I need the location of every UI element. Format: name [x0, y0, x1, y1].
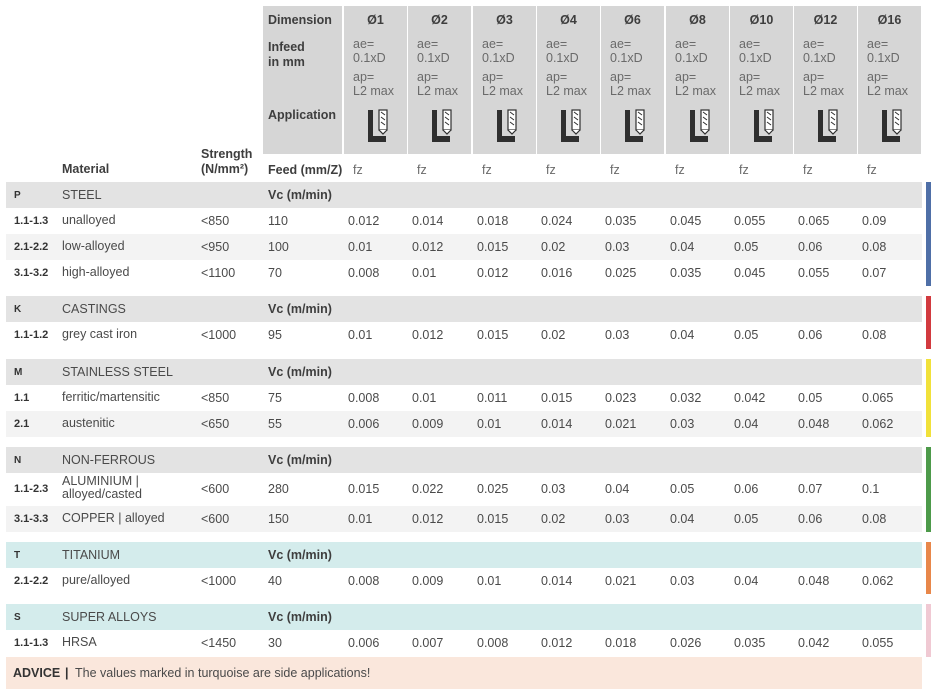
feed-value: 0.025 [605, 266, 637, 280]
material-name: HRSA [62, 635, 97, 649]
feed-value: 0.012 [412, 240, 444, 254]
ae-value: ae= 0.1xD [353, 37, 386, 65]
ae-value: ae= 0.1xD [610, 37, 643, 65]
ap-value: ap= L2 max [675, 70, 716, 98]
vc-value: 280 [268, 482, 289, 496]
feed-value: 0.045 [734, 266, 766, 280]
fz-label: fz [353, 163, 363, 177]
feed-value: 0.021 [605, 574, 637, 588]
feed-value: 0.035 [734, 636, 766, 650]
feed-value: 0.1 [862, 482, 880, 496]
end-mill-icon [687, 108, 713, 144]
material-code: 1.1-1.3 [14, 215, 49, 227]
feed-value: 0.015 [477, 512, 509, 526]
vc-value: 100 [268, 240, 289, 254]
material-code: 2.1-2.2 [14, 575, 49, 587]
feed-value: 0.01 [412, 266, 437, 280]
group-header-bar [6, 182, 922, 208]
feed-value: 0.032 [670, 391, 702, 405]
ae-value: ae= 0.1xD [417, 37, 450, 65]
group-name: TITANIUM [62, 548, 121, 562]
feed-value: 0.03 [605, 240, 630, 254]
advice-label: ADVICE [13, 666, 61, 680]
vc-label: Vc (m/min) [268, 548, 332, 562]
group-name: NON-FERROUS [62, 453, 156, 467]
group-code: S [14, 612, 21, 623]
fz-label: fz [803, 163, 813, 177]
feed-value: 0.06 [734, 482, 759, 496]
ap-value: ap= L2 max [546, 70, 587, 98]
feed-value: 0.015 [541, 391, 573, 405]
vc-label: Vc (m/min) [268, 610, 332, 624]
material-code: 1.1 [14, 392, 30, 404]
feed-value: 0.024 [541, 214, 573, 228]
group-color-marker [926, 296, 931, 349]
material-code: 1.1-1.3 [14, 637, 49, 649]
ae-value: ae= 0.1xD [546, 37, 579, 65]
advice-text: The values marked in turquoise are side applications! [75, 666, 371, 680]
vc-value: 30 [268, 636, 282, 650]
vc-value: 55 [268, 417, 282, 431]
feed-value: 0.009 [412, 574, 444, 588]
strength-value: <600 [201, 512, 230, 526]
feed-value: 0.011 [477, 391, 508, 405]
feed-value: 0.02 [541, 240, 566, 254]
table-row-bg [6, 234, 922, 260]
group-name: CASTINGS [62, 302, 126, 316]
vc-value: 70 [268, 266, 282, 280]
feed-value: 0.05 [798, 391, 823, 405]
feed-value: 0.05 [670, 482, 695, 496]
ap-value: ap= L2 max [482, 70, 523, 98]
group-name: STAINLESS STEEL [62, 365, 173, 379]
vc-label: Vc (m/min) [268, 302, 332, 316]
feed-value: 0.07 [798, 482, 823, 496]
feed-value: 0.02 [541, 512, 566, 526]
feed-value: 0.035 [605, 214, 637, 228]
material-column-header: Material [62, 162, 110, 176]
feed-value: 0.012 [412, 512, 444, 526]
feed-value: 0.008 [348, 391, 380, 405]
ae-value: ae= 0.1xD [739, 37, 772, 65]
fz-label: fz [546, 163, 556, 177]
vc-value: 110 [268, 214, 288, 228]
ae-value: ae= 0.1xD [482, 37, 515, 65]
feed-value: 0.01 [348, 512, 373, 526]
material-name: COPPER | alloyed [62, 511, 165, 525]
group-color-marker [926, 604, 931, 657]
group-color-marker [926, 542, 931, 594]
feed-value: 0.04 [670, 240, 695, 254]
feed-value: 0.042 [734, 391, 766, 405]
end-mill-icon [494, 108, 520, 144]
ap-value: ap= L2 max [739, 70, 780, 98]
feed-value: 0.03 [605, 512, 630, 526]
material-code: 3.1-3.3 [14, 513, 49, 525]
end-mill-icon [622, 108, 648, 144]
material-name: austenitic [62, 416, 115, 430]
vc-value: 40 [268, 574, 282, 588]
strength-value: <1000 [201, 328, 237, 342]
material-name: pure/alloyed [62, 573, 131, 587]
feed-value: 0.065 [862, 391, 894, 405]
feed-value: 0.08 [862, 328, 887, 342]
feed-value: 0.01 [348, 328, 373, 342]
fz-label: fz [739, 163, 749, 177]
feed-value: 0.014 [541, 417, 573, 431]
vc-value: 150 [268, 512, 289, 526]
feed-value: 0.007 [412, 636, 444, 650]
header-label-block [263, 6, 342, 154]
group-header-bar [6, 296, 922, 322]
group-color-marker [926, 359, 931, 437]
feed-value: 0.018 [477, 214, 509, 228]
feed-value: 0.04 [670, 512, 695, 526]
feed-value: 0.01 [477, 574, 502, 588]
feed-value: 0.009 [412, 417, 444, 431]
feed-column-header: Feed (mm/Z) [268, 163, 343, 177]
feed-value: 0.006 [348, 417, 380, 431]
feed-value: 0.015 [477, 240, 509, 254]
feed-value: 0.03 [670, 417, 695, 431]
ae-value: ae= 0.1xD [675, 37, 708, 65]
feed-value: 0.05 [734, 512, 759, 526]
vc-label: Vc (m/min) [268, 453, 332, 467]
material-name: unalloyed [62, 213, 116, 227]
feed-value: 0.015 [348, 482, 380, 496]
feed-value: 0.055 [734, 214, 766, 228]
feed-value: 0.018 [605, 636, 637, 650]
feed-value: 0.07 [862, 266, 887, 280]
ap-value: ap= L2 max [353, 70, 394, 98]
feed-value: 0.062 [862, 417, 894, 431]
feed-value: 0.048 [798, 417, 830, 431]
material-code: 2.1 [14, 418, 30, 430]
material-code: 2.1-2.2 [14, 241, 49, 253]
feed-value: 0.008 [477, 636, 509, 650]
diameter-label: Ø2 [431, 13, 448, 27]
feed-value: 0.03 [605, 328, 630, 342]
diameter-label: Ø8 [689, 13, 706, 27]
material-name: low-alloyed [62, 239, 125, 253]
end-mill-icon [365, 108, 391, 144]
ae-value: ae= 0.1xD [803, 37, 836, 65]
feed-value: 0.045 [670, 214, 702, 228]
end-mill-icon [429, 108, 455, 144]
feed-value: 0.09 [862, 214, 887, 228]
ap-value: ap= L2 max [867, 70, 908, 98]
feed-value: 0.03 [670, 574, 695, 588]
feed-value: 0.015 [477, 328, 509, 342]
diameter-label: Ø16 [877, 13, 902, 27]
ae-value: ae= 0.1xD [867, 37, 900, 65]
feed-value: 0.023 [605, 391, 637, 405]
feed-value: 0.05 [734, 240, 759, 254]
fz-label: fz [610, 163, 620, 177]
strength-value: <650 [201, 417, 230, 431]
feed-value: 0.06 [798, 240, 823, 254]
strength-column-header: Strength (N/mm²) [201, 147, 253, 176]
material-code: 1.1-2.3 [14, 483, 49, 495]
feed-value: 0.06 [798, 328, 823, 342]
group-code: P [14, 190, 21, 201]
ap-value: ap= L2 max [803, 70, 844, 98]
diameter-label: Ø3 [496, 13, 513, 27]
diameter-label: Ø12 [813, 13, 838, 27]
fz-label: fz [417, 163, 427, 177]
vc-value: 95 [268, 328, 282, 342]
material-name: ferritic/martensitic [62, 390, 160, 404]
fz-label: fz [867, 163, 877, 177]
feed-value: 0.012 [477, 266, 509, 280]
feed-value: 0.01 [412, 391, 437, 405]
feed-value: 0.08 [862, 240, 887, 254]
feed-value: 0.008 [348, 574, 380, 588]
end-mill-icon [815, 108, 841, 144]
vc-label: Vc (m/min) [268, 188, 332, 202]
feed-value: 0.026 [670, 636, 702, 650]
feed-value: 0.04 [605, 482, 630, 496]
feed-value: 0.012 [348, 214, 380, 228]
material-name: grey cast iron [62, 327, 138, 341]
end-mill-icon [558, 108, 584, 144]
feed-value: 0.022 [412, 482, 444, 496]
fz-label: fz [482, 163, 492, 177]
strength-value: <1000 [201, 574, 237, 588]
feed-value: 0.062 [862, 574, 894, 588]
feed-value: 0.065 [798, 214, 830, 228]
feed-value: 0.055 [862, 636, 894, 650]
group-code: M [14, 367, 23, 378]
strength-value: <600 [201, 482, 230, 496]
material-name: ALUMINIUM | alloyed/casted [62, 474, 142, 501]
group-header-bar [6, 542, 922, 568]
feed-value: 0.042 [798, 636, 830, 650]
strength-value: <1450 [201, 636, 237, 650]
material-code: 3.1-3.2 [14, 267, 49, 279]
group-name: STEEL [62, 188, 102, 202]
diameter-label: Ø1 [367, 13, 384, 27]
feed-value: 0.025 [477, 482, 509, 496]
group-color-marker [926, 182, 931, 286]
feed-value: 0.08 [862, 512, 887, 526]
feed-value: 0.021 [605, 417, 637, 431]
fz-label: fz [675, 163, 685, 177]
vc-label: Vc (m/min) [268, 365, 332, 379]
feed-value: 0.014 [541, 574, 573, 588]
feed-value: 0.01 [348, 240, 373, 254]
material-name: high-alloyed [62, 265, 130, 279]
end-mill-icon [751, 108, 777, 144]
vc-value: 75 [268, 391, 282, 405]
feed-value: 0.012 [541, 636, 573, 650]
strength-value: <850 [201, 391, 230, 405]
strength-value: <1100 [201, 266, 236, 280]
diameter-label: Ø10 [749, 13, 774, 27]
feed-value: 0.048 [798, 574, 830, 588]
group-color-marker [926, 447, 931, 532]
end-mill-icon [879, 108, 905, 144]
feed-value: 0.03 [541, 482, 566, 496]
infeed-label: Infeed in mm [268, 40, 305, 69]
feed-value: 0.01 [477, 417, 502, 431]
feed-value: 0.04 [734, 574, 759, 588]
dimension-label: Dimension [268, 13, 332, 27]
ap-value: ap= L2 max [417, 70, 458, 98]
group-code: K [14, 304, 22, 315]
feed-value: 0.016 [541, 266, 573, 280]
feed-value: 0.04 [670, 328, 695, 342]
group-name: SUPER ALLOYS [62, 610, 157, 624]
feed-value: 0.035 [670, 266, 702, 280]
strength-value: <850 [201, 214, 230, 228]
table-row-bg [6, 411, 922, 437]
diameter-label: Ø4 [560, 13, 577, 27]
feed-value: 0.014 [412, 214, 444, 228]
material-code: 1.1-1.2 [14, 329, 49, 341]
feed-value: 0.006 [348, 636, 380, 650]
application-label: Application [268, 108, 337, 122]
group-code: N [14, 455, 22, 466]
strength-value: <950 [201, 240, 230, 254]
diameter-label: Ø6 [624, 13, 641, 27]
feed-value: 0.012 [412, 328, 444, 342]
feed-value: 0.008 [348, 266, 380, 280]
advice-separator: | [65, 666, 69, 680]
feed-value: 0.06 [798, 512, 823, 526]
feed-value: 0.04 [734, 417, 759, 431]
group-code: T [14, 550, 21, 561]
ap-value: ap= L2 max [610, 70, 651, 98]
feed-value: 0.05 [734, 328, 759, 342]
feed-value: 0.02 [541, 328, 566, 342]
feed-value: 0.055 [798, 266, 830, 280]
